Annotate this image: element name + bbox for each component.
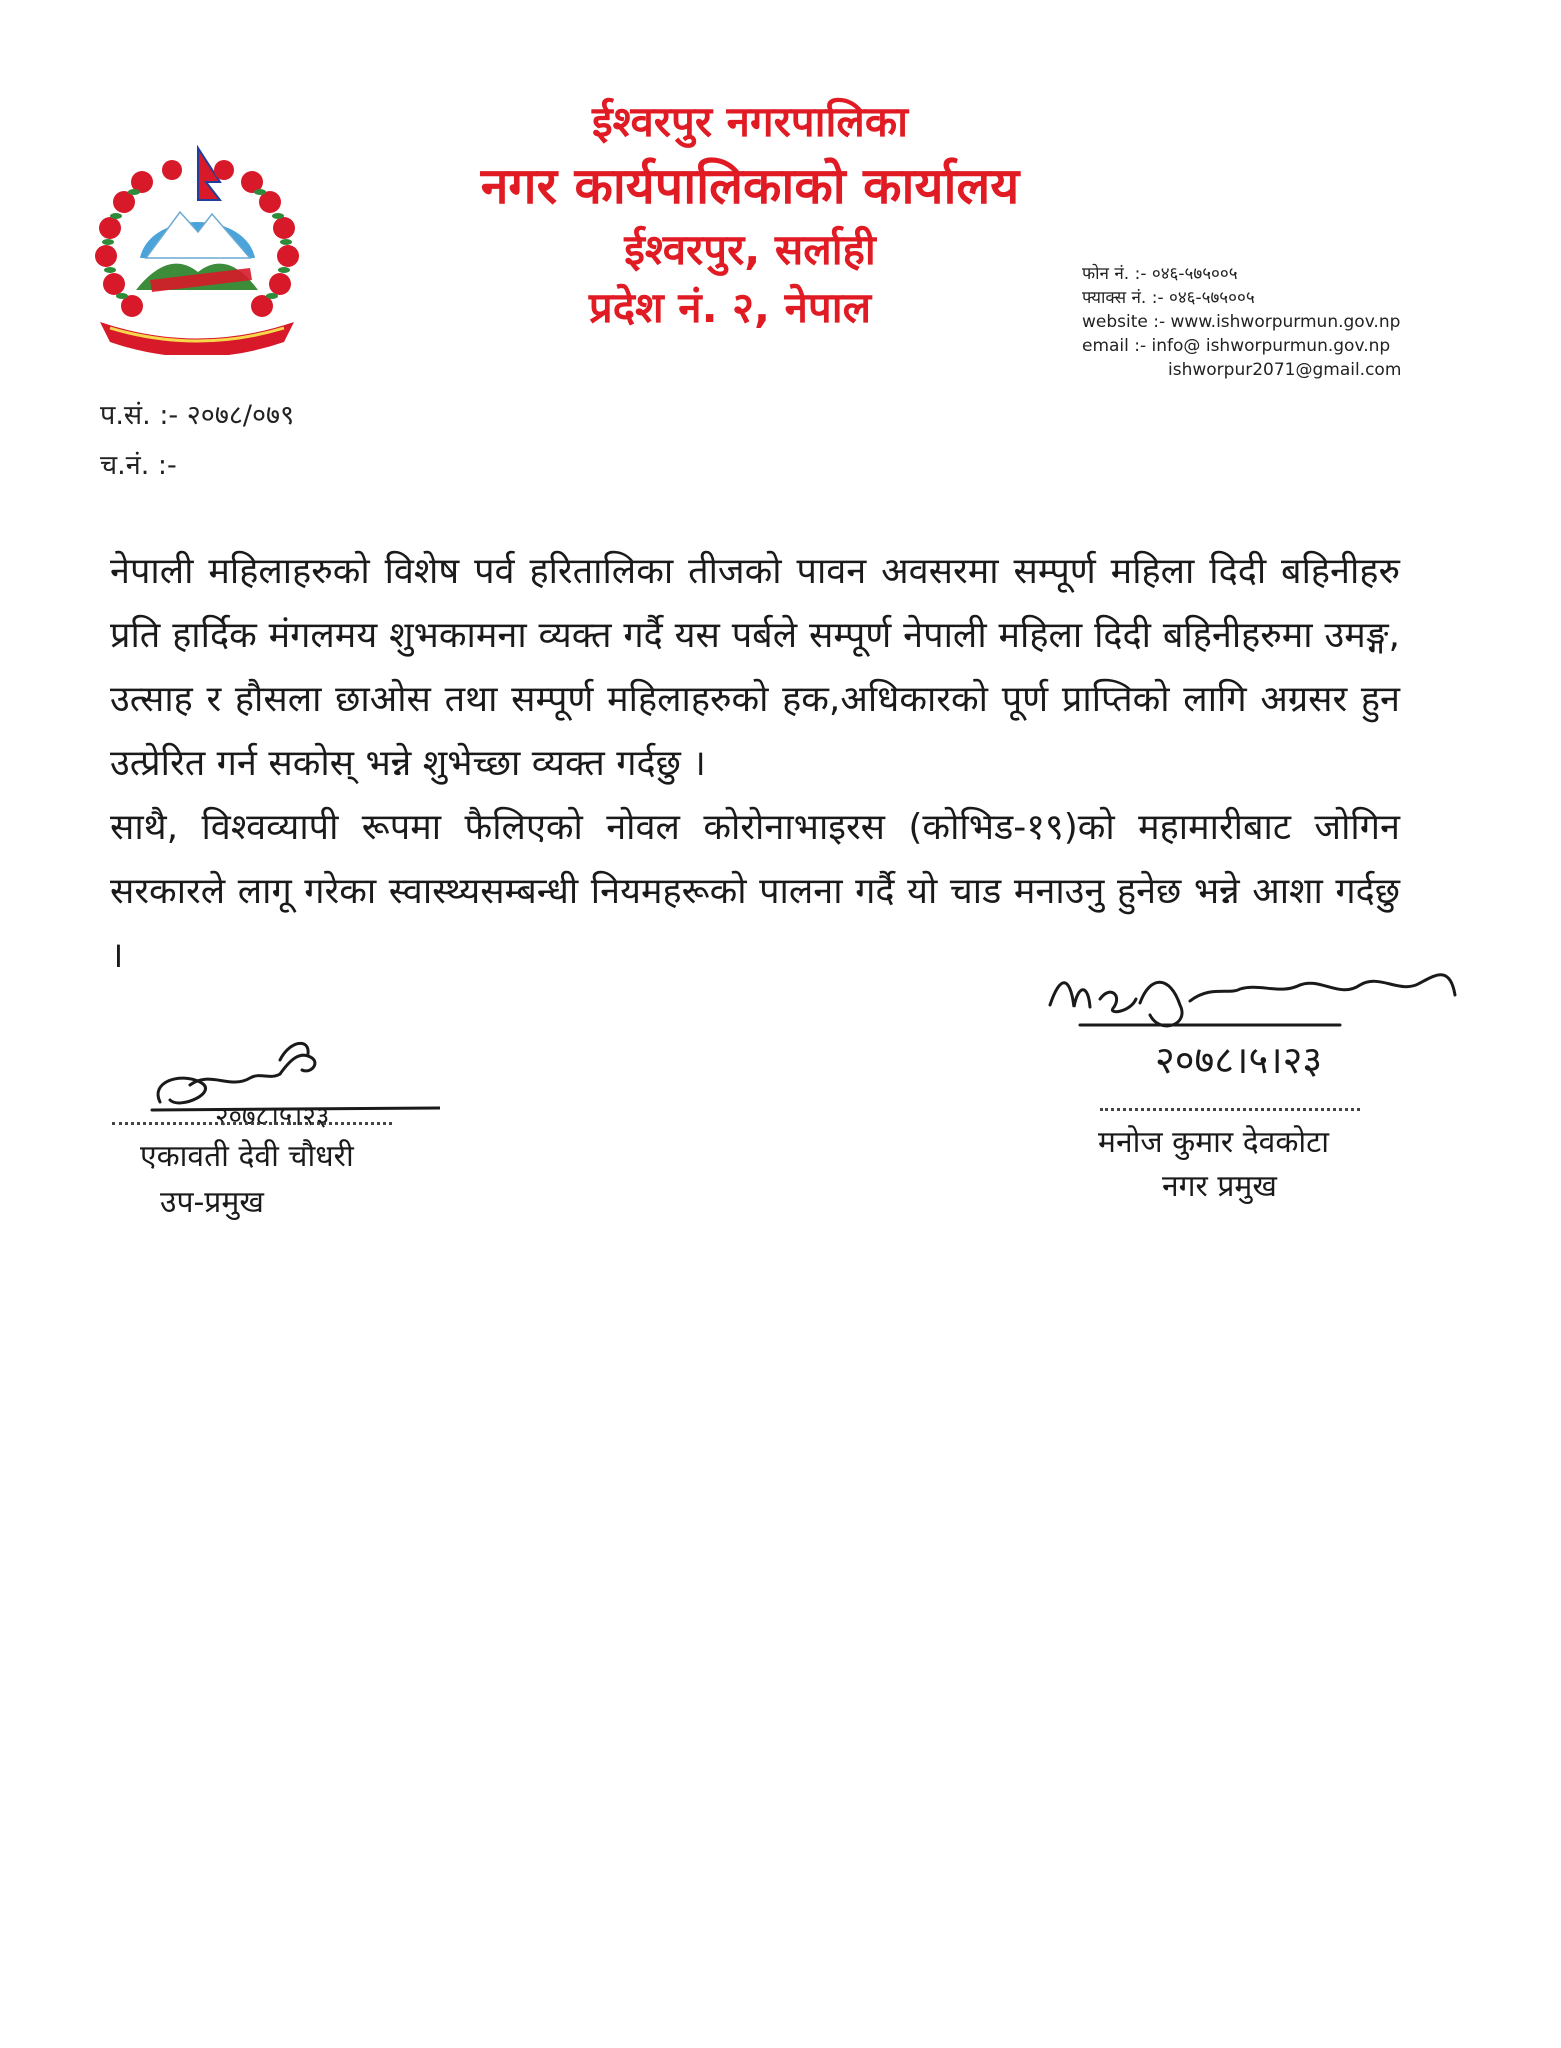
handwritten-signature-left <box>140 1030 440 1130</box>
nepal-emblem-logo <box>80 140 315 355</box>
fax-number: फ्याक्स नं. :- ०४६-५७५००५ <box>1082 288 1255 308</box>
letter-body <box>110 540 1400 988</box>
signatory-name-left: एकावती देवी चौधरी <box>140 1139 354 1174</box>
signatory-title-right: नगर प्रमुख <box>1162 1169 1277 1204</box>
signature-date-right: २०७८।५।२३ <box>1155 1038 1323 1082</box>
signatory-name-right: मनोज कुमार देवकोटा <box>1098 1125 1330 1160</box>
signature-line-left <box>112 1122 392 1125</box>
letter-reference-number: प.सं. :- २०७८/०७९ <box>100 400 295 431</box>
municipality-name: ईश्वरपुर नगरपालिका <box>591 97 908 146</box>
body-paragraph-1: नेपाली महिलाहरुको विशेष पर्व हरितालिका तीजको पावन अवसरमा सम्पूर्ण महिला दिदी बहिनीहरु प्रति हार्दिक मंगलमय शुभकामना व्यक्त गर्दै यस पर्बले सम्पूर्ण नेपाली महिला दिदी बहिनीहरुमा उमङ्ग, उत्साह र हौसला छाओस तथा सम्पूर्ण महिलाहरुको हक,अधिकारको पूर्ण प्राप्तिको लागि अग्रसर हुन उत्प्रेरित गर्न सकोस् भन्ने शुभेच्छा व्यक्त गर्दछु । <box>110 551 1400 784</box>
signatory-title-left: उप-प्रमुख <box>160 1185 264 1220</box>
email-link[interactable]: email :- info@ ishworpurmun.gov.np <box>1082 336 1391 356</box>
dispatch-number: च.नं. :- <box>100 450 177 481</box>
province-name: प्रदेश नं. २, नेपाल <box>588 283 872 332</box>
email-link-2[interactable]: ishworpur2071@gmail.com <box>1168 360 1402 380</box>
phone-number: फोन नं. :- ०४६-५७५००५ <box>1082 264 1238 284</box>
office-name: नगर कार्यपालिकाको कार्यालय <box>480 157 1020 215</box>
website-link[interactable]: website :- www.ishworpurmun.gov.np <box>1082 312 1401 332</box>
office-location: ईश्वरपुर, सर्लाही <box>624 225 876 274</box>
body-paragraph-2: साथै, विश्वव्यापी रूपमा फैलिएको नोवल कोरोनाभाइरस (कोभिड-१९)को महामारीबाट जोगिन सरकारले लागू गरेका स्वास्थ्यसम्बन्धी नियमहरूको पालना गर्दै यो चाड मनाउनु हुनेछ भन्ने आशा गर्दछु । <box>110 807 1400 976</box>
handwritten-signature-right <box>1040 955 1460 1090</box>
signature-line-right <box>1100 1108 1360 1111</box>
contact-block <box>1082 262 1401 382</box>
signature-date-left: २०७८।५।२३ <box>215 1102 330 1130</box>
